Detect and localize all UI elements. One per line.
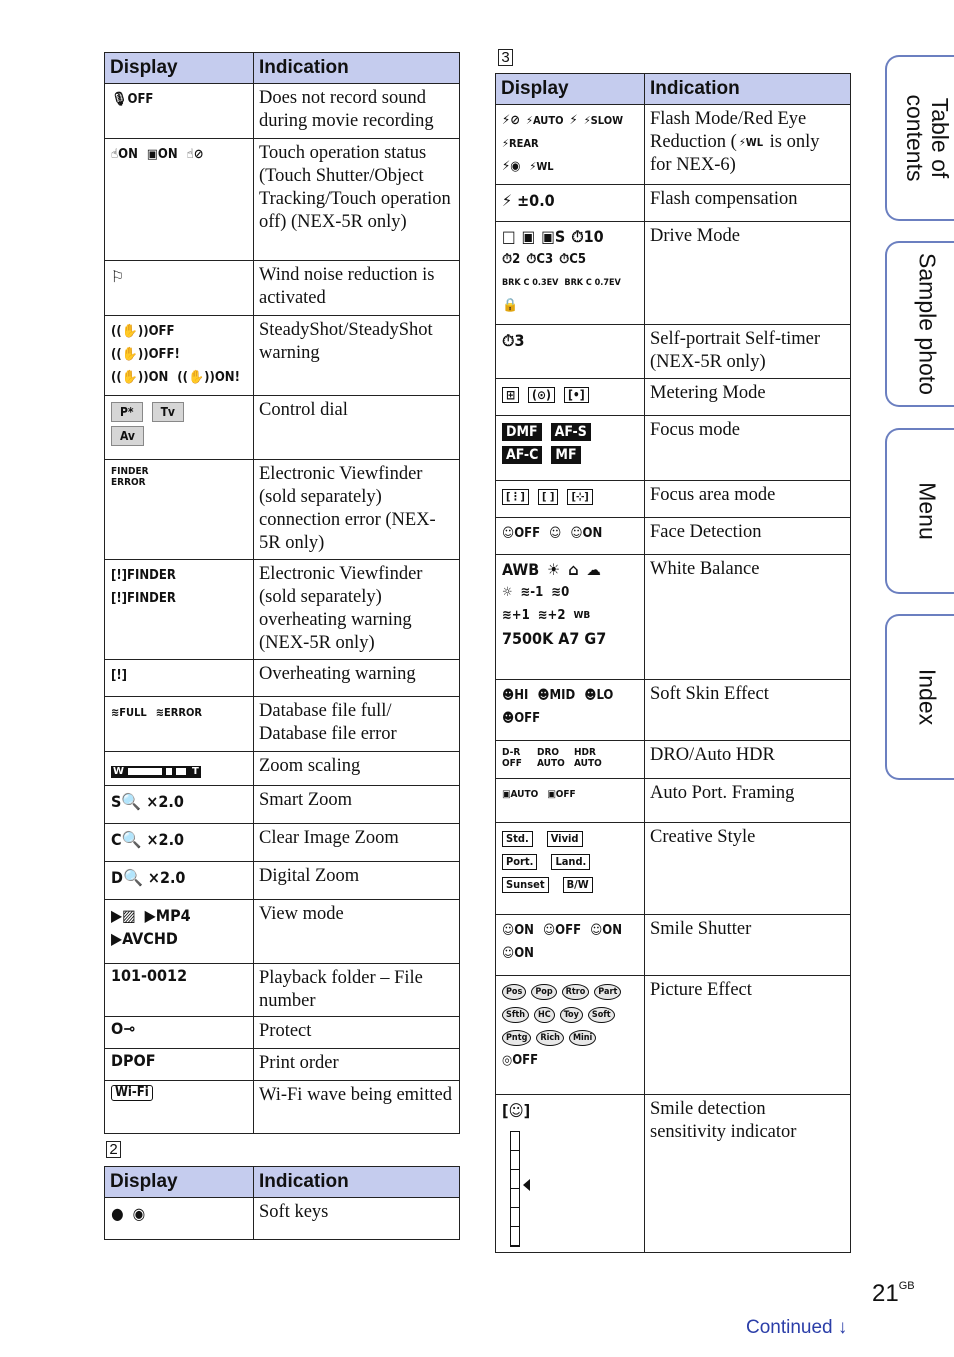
flash-wireless-icon: ⚡WL <box>738 135 764 149</box>
table-row <box>105 824 460 862</box>
dpof-icon: DPOF <box>111 1050 156 1070</box>
bracket-03-icon: BRK C 0.3EV <box>502 278 559 288</box>
tab-sample-photo[interactable] <box>885 241 954 407</box>
object-tracking-on-icon: ▣ON <box>146 146 178 162</box>
incandescent-icon: ☼ <box>502 585 513 600</box>
table-header <box>496 74 851 105</box>
table-row <box>105 1198 460 1240</box>
shade-icon: ⌂ <box>568 560 579 579</box>
header-indication: Indication <box>254 53 460 84</box>
smile-sensitivity-icon: [☺] <box>502 1100 531 1120</box>
fluor-warm-icon: ≋-1 <box>520 585 544 600</box>
indication-cell: Smile detection sensitivity indicator <box>645 1095 851 1253</box>
table-header <box>105 53 460 84</box>
center-area-icon: [ ] <box>538 489 559 505</box>
cloudy-icon: ☁ <box>586 560 601 579</box>
finder-error-icon: FINDER ERROR <box>111 466 149 488</box>
face-detection-on-icon: ☺ON <box>570 525 603 541</box>
effect-miniature-icon: Mini <box>569 1030 596 1046</box>
flash-compensation-icon: ⚡ ±0.0 <box>502 190 555 210</box>
tab-label: Menu <box>914 482 941 540</box>
table-row <box>105 261 460 316</box>
section-marker-3: 3 <box>498 49 513 66</box>
daylight-icon: ☀ <box>547 560 561 579</box>
indicator-table-1 <box>104 52 460 1134</box>
style-standard-icon: Std. <box>502 831 533 847</box>
table-row <box>105 862 460 900</box>
soft-key-dot-icon: ● <box>111 1203 124 1223</box>
indication-cell: Print order <box>254 1049 460 1081</box>
table-row <box>496 555 851 680</box>
touch-off-icon: ☝⊘ <box>186 146 204 162</box>
section-marker-2: 2 <box>106 1141 121 1158</box>
effect-off-icon: ◎OFF <box>502 1052 539 1068</box>
view-still-icon: ▶▨ <box>111 905 136 925</box>
table-row <box>496 222 851 325</box>
indicator-table-3 <box>495 73 851 1253</box>
soft-skin-hi-icon: ☻HI <box>502 687 529 703</box>
table-row <box>496 779 851 823</box>
indication-cell: Creative Style <box>645 823 851 915</box>
indication-cell: Touch operation status (Touch Shutter/Object Tracking/Touch operation off) (NEX-5R only) <box>254 139 460 261</box>
table-row <box>496 741 851 779</box>
dro-off-icon: D-R OFF <box>502 747 522 769</box>
indication-cell: Wind noise reduction is activated <box>254 261 460 316</box>
color-temp-icon: 7500K A7 G7 <box>502 629 607 648</box>
folder-file-number: 101-0012 <box>111 965 188 985</box>
dial-tv-icon: Tv <box>152 402 184 422</box>
smile-shutter-on-icon: ☺ON <box>590 922 622 938</box>
indication-cell: Self-portrait Self-timer (NEX-5R only) <box>645 325 851 379</box>
style-bw-icon: B/W <box>563 877 593 893</box>
database-full-icon: ≋FULL <box>111 705 147 719</box>
soft-skin-off-icon: ☻OFF <box>502 710 541 726</box>
bracket-07-icon: BRK C 0.7EV <box>564 278 621 288</box>
table-row <box>496 325 851 379</box>
auto-framing-auto-icon: ▣AUTO <box>502 788 539 800</box>
overheating-icon: [!] <box>111 667 128 683</box>
effect-toy-camera-icon: Toy <box>560 1007 583 1023</box>
indication-cell: White Balance <box>645 555 851 680</box>
flash-rear-icon: ⚡REAR <box>502 136 539 150</box>
table-row <box>496 481 851 518</box>
indication-cell: Electronic Viewfinder (sold separately) connection error (NEX-5R only) <box>254 460 460 560</box>
soft-skin-lo-icon: ☻LO <box>584 687 614 703</box>
table-row <box>105 460 460 560</box>
wifi-icon: Wi-Fi <box>111 1085 153 1101</box>
mic-off-icon: 🎙OFF <box>111 91 154 107</box>
indication-cell: Auto Port. Framing <box>645 779 851 823</box>
indication-cell: Flash Mode/Red Eye Reduction ( ⚡WL is only for NEX-6) <box>645 105 851 185</box>
indication-cell: Database file full/ Database file error <box>254 697 460 752</box>
remote-commander-icon: 🔒 <box>502 298 519 313</box>
mf-icon: MF <box>551 446 580 464</box>
touch-shutter-on-icon: ☝ON <box>111 146 138 162</box>
table-row <box>496 680 851 741</box>
indication-cell: Playback folder – File number <box>254 964 460 1017</box>
style-sunset-icon: Sunset <box>502 877 549 893</box>
effect-painting-icon: Pntg <box>502 1030 531 1046</box>
effect-pop-color-icon: Pop <box>531 984 556 1000</box>
table-row <box>496 1095 851 1253</box>
indicator-table-2 <box>104 1166 460 1240</box>
self-timer-c3-icon: ⏱C3 <box>526 252 554 267</box>
indication-cell: Does not record sound during movie recording <box>254 84 460 139</box>
indication-cell: Smart Zoom <box>254 786 460 824</box>
smile-shutter-on-icon: ☺ON <box>502 945 534 961</box>
indication-cell: SteadyShot/SteadyShot warning <box>254 316 460 396</box>
awb-icon: AWB <box>502 560 540 579</box>
multi-area-icon: [⋮] <box>502 489 529 505</box>
table-row <box>496 185 851 222</box>
header-indication: Indication <box>254 1167 460 1198</box>
self-timer-c5-icon: ⏱C5 <box>559 252 587 267</box>
table-row <box>105 1017 460 1049</box>
database-error-icon: ≋ERROR <box>155 705 203 719</box>
continuous-shot-icon: ▣ <box>521 227 536 246</box>
speed-priority-icon: ▣S <box>541 227 566 246</box>
table-row <box>496 105 851 185</box>
fluor-daylight-icon: ≋+2 <box>537 608 566 623</box>
indication-cell: Electronic Viewfinder (sold separately) overheating warning (NEX-5R only) <box>254 560 460 660</box>
af-c-icon: AF-C <box>502 446 542 464</box>
indication-cell: Zoom scaling <box>254 752 460 786</box>
flash-wireless-icon: ⚡WL <box>529 159 554 173</box>
flash-auto-icon: ⚡AUTO <box>526 113 564 127</box>
table-row <box>105 697 460 752</box>
indication-cell: Smile Shutter <box>645 915 851 976</box>
indication-cell: Picture Effect <box>645 976 851 1095</box>
table-row <box>496 823 851 915</box>
table-row <box>105 560 460 660</box>
table-row <box>105 660 460 697</box>
self-timer-2-icon: ⏱2 <box>502 252 521 267</box>
table-row <box>105 1049 460 1081</box>
clear-image-zoom-icon: C🔍 ×2.0 <box>111 829 185 849</box>
flash-slow-icon: ⚡SLOW <box>583 113 624 127</box>
steadyshot-on-icon: ((✋))ON <box>111 369 169 385</box>
header-display: Display <box>496 74 645 105</box>
tab-label: Index <box>914 668 941 726</box>
smile-shutter-off-icon: ☺OFF <box>542 922 582 938</box>
indication-cell: Overheating warning <box>254 660 460 697</box>
indication-cell: Wi-Fi wave being emitted <box>254 1081 460 1134</box>
page-number: $21^{GB}$ <box>872 1280 915 1307</box>
header-display: Display <box>105 1167 254 1198</box>
flash-fill-icon: ⚡ <box>569 112 578 128</box>
indication-cell: DRO/Auto HDR <box>645 741 851 779</box>
tab-table-of-contents[interactable] <box>885 55 954 221</box>
style-landscape-icon: Land. <box>551 854 590 870</box>
effect-soft-focus-icon: Soft <box>588 1007 615 1023</box>
red-eye-icon: ⚡◉ <box>502 158 521 174</box>
dro-auto-icon: DRO AUTO <box>537 747 565 769</box>
self-portrait-timer-icon: ⏱3 <box>502 330 525 350</box>
table-row <box>105 900 460 964</box>
steadyshot-off-icon: ((✋))OFF <box>111 323 175 339</box>
indication-cell: Digital Zoom <box>254 862 460 900</box>
indication-cell: Focus mode <box>645 416 851 481</box>
header-display: Display <box>105 53 254 84</box>
table-row <box>496 518 851 555</box>
view-avchd-icon: ▶AVCHD <box>111 928 178 948</box>
sensitivity-pointer-icon <box>523 1179 530 1191</box>
hdr-auto-icon: HDR AUTO <box>574 747 602 769</box>
fluor-day-white-icon: ≋+1 <box>502 608 530 623</box>
single-shot-icon: □ <box>502 227 516 246</box>
view-mp4-icon: ▶MP4 <box>144 905 191 925</box>
effect-partial-color-icon: Part <box>594 984 621 1000</box>
multi-metering-icon: ⊞ <box>502 387 519 403</box>
dial-av-icon: Av <box>111 426 144 446</box>
dial-p-icon: P* <box>111 402 143 422</box>
flash-off-icon: ⚡⊘ <box>502 112 521 128</box>
finder-overheat-icon: [!]FINDER <box>111 567 176 583</box>
steadyshot-off-warning-icon: ((✋))OFF! <box>111 346 180 362</box>
tab-label: Sample photo <box>914 253 941 395</box>
af-s-icon: AF-S <box>551 423 591 441</box>
table-row <box>496 379 851 416</box>
finder-overheat-icon: [!]FINDER <box>111 590 176 606</box>
spot-metering-icon: [•] <box>564 387 589 403</box>
tab-index[interactable] <box>885 614 954 780</box>
smile-shutter-on-icon: ☺ON <box>502 922 534 938</box>
style-portrait-icon: Port. <box>502 854 537 870</box>
smile-sensitivity-scale <box>510 1131 520 1247</box>
table-row <box>105 84 460 139</box>
flexible-spot-icon: [⊹] <box>567 489 592 505</box>
digital-zoom-icon: D🔍 ×2.0 <box>111 867 186 887</box>
indication-cell: Soft Skin Effect <box>645 680 851 741</box>
indication-cell: Metering Mode <box>645 379 851 416</box>
table-row <box>496 915 851 976</box>
center-metering-icon: (⊙) <box>528 387 555 403</box>
zoom-scale-icon: W T <box>113 766 199 777</box>
table-row <box>105 964 460 1017</box>
table-row <box>105 1081 460 1134</box>
table-row <box>496 416 851 481</box>
soft-key-dial-icon: ◉ <box>132 1203 146 1223</box>
tab-label: Table of contents <box>902 94 953 182</box>
effect-hc-bw-icon: HC <box>534 1007 555 1023</box>
indication-cell: Control dial <box>254 396 460 460</box>
protect-key-icon: O⊸ <box>111 1018 136 1038</box>
effect-retro-icon: Rtro <box>562 984 590 1000</box>
table-row <box>105 316 460 396</box>
effect-rich-tone-icon: Rich <box>536 1030 564 1046</box>
effect-posterization-icon: Pos <box>502 984 526 1000</box>
flash-wb-icon: WB <box>573 610 591 621</box>
soft-skin-mid-icon: ☻MID <box>537 687 576 703</box>
table-row <box>105 786 460 824</box>
effect-soft-high-key-icon: Sfth <box>502 1007 529 1023</box>
fluor-cool-icon: ≋0 <box>551 585 570 600</box>
indication-cell: Focus area mode <box>645 481 851 518</box>
indication-cell: View mode <box>254 900 460 964</box>
style-vivid-icon: Vivid <box>547 831 583 847</box>
header-indication: Indication <box>645 74 851 105</box>
steadyshot-on-warning-icon: ((✋))ON! <box>177 369 240 385</box>
table-row <box>105 396 460 460</box>
face-registration-icon: ☺ <box>549 525 562 541</box>
indication-cell: Protect <box>254 1017 460 1049</box>
table-row <box>496 976 851 1095</box>
tab-menu[interactable] <box>885 428 954 594</box>
dmf-icon: DMF <box>502 423 542 441</box>
continued-link[interactable]: Continued ↓ <box>746 1317 848 1338</box>
auto-framing-off-icon: ▣OFF <box>547 788 576 800</box>
face-detection-off-icon: ☺OFF <box>502 525 541 541</box>
indication-cell: Face Detection <box>645 518 851 555</box>
smart-zoom-icon: S🔍 ×2.0 <box>111 791 184 811</box>
table-row <box>105 139 460 261</box>
indication-cell: Clear Image Zoom <box>254 824 460 862</box>
indication-cell: Soft keys <box>254 1198 460 1240</box>
table-row <box>105 752 460 786</box>
indication-cell: Drive Mode <box>645 222 851 325</box>
table-header <box>105 1167 460 1198</box>
self-timer-10-icon: ⏱10 <box>571 227 604 246</box>
indication-cell: Flash compensation <box>645 185 851 222</box>
wind-noise-icon: ⚐ <box>111 266 124 286</box>
